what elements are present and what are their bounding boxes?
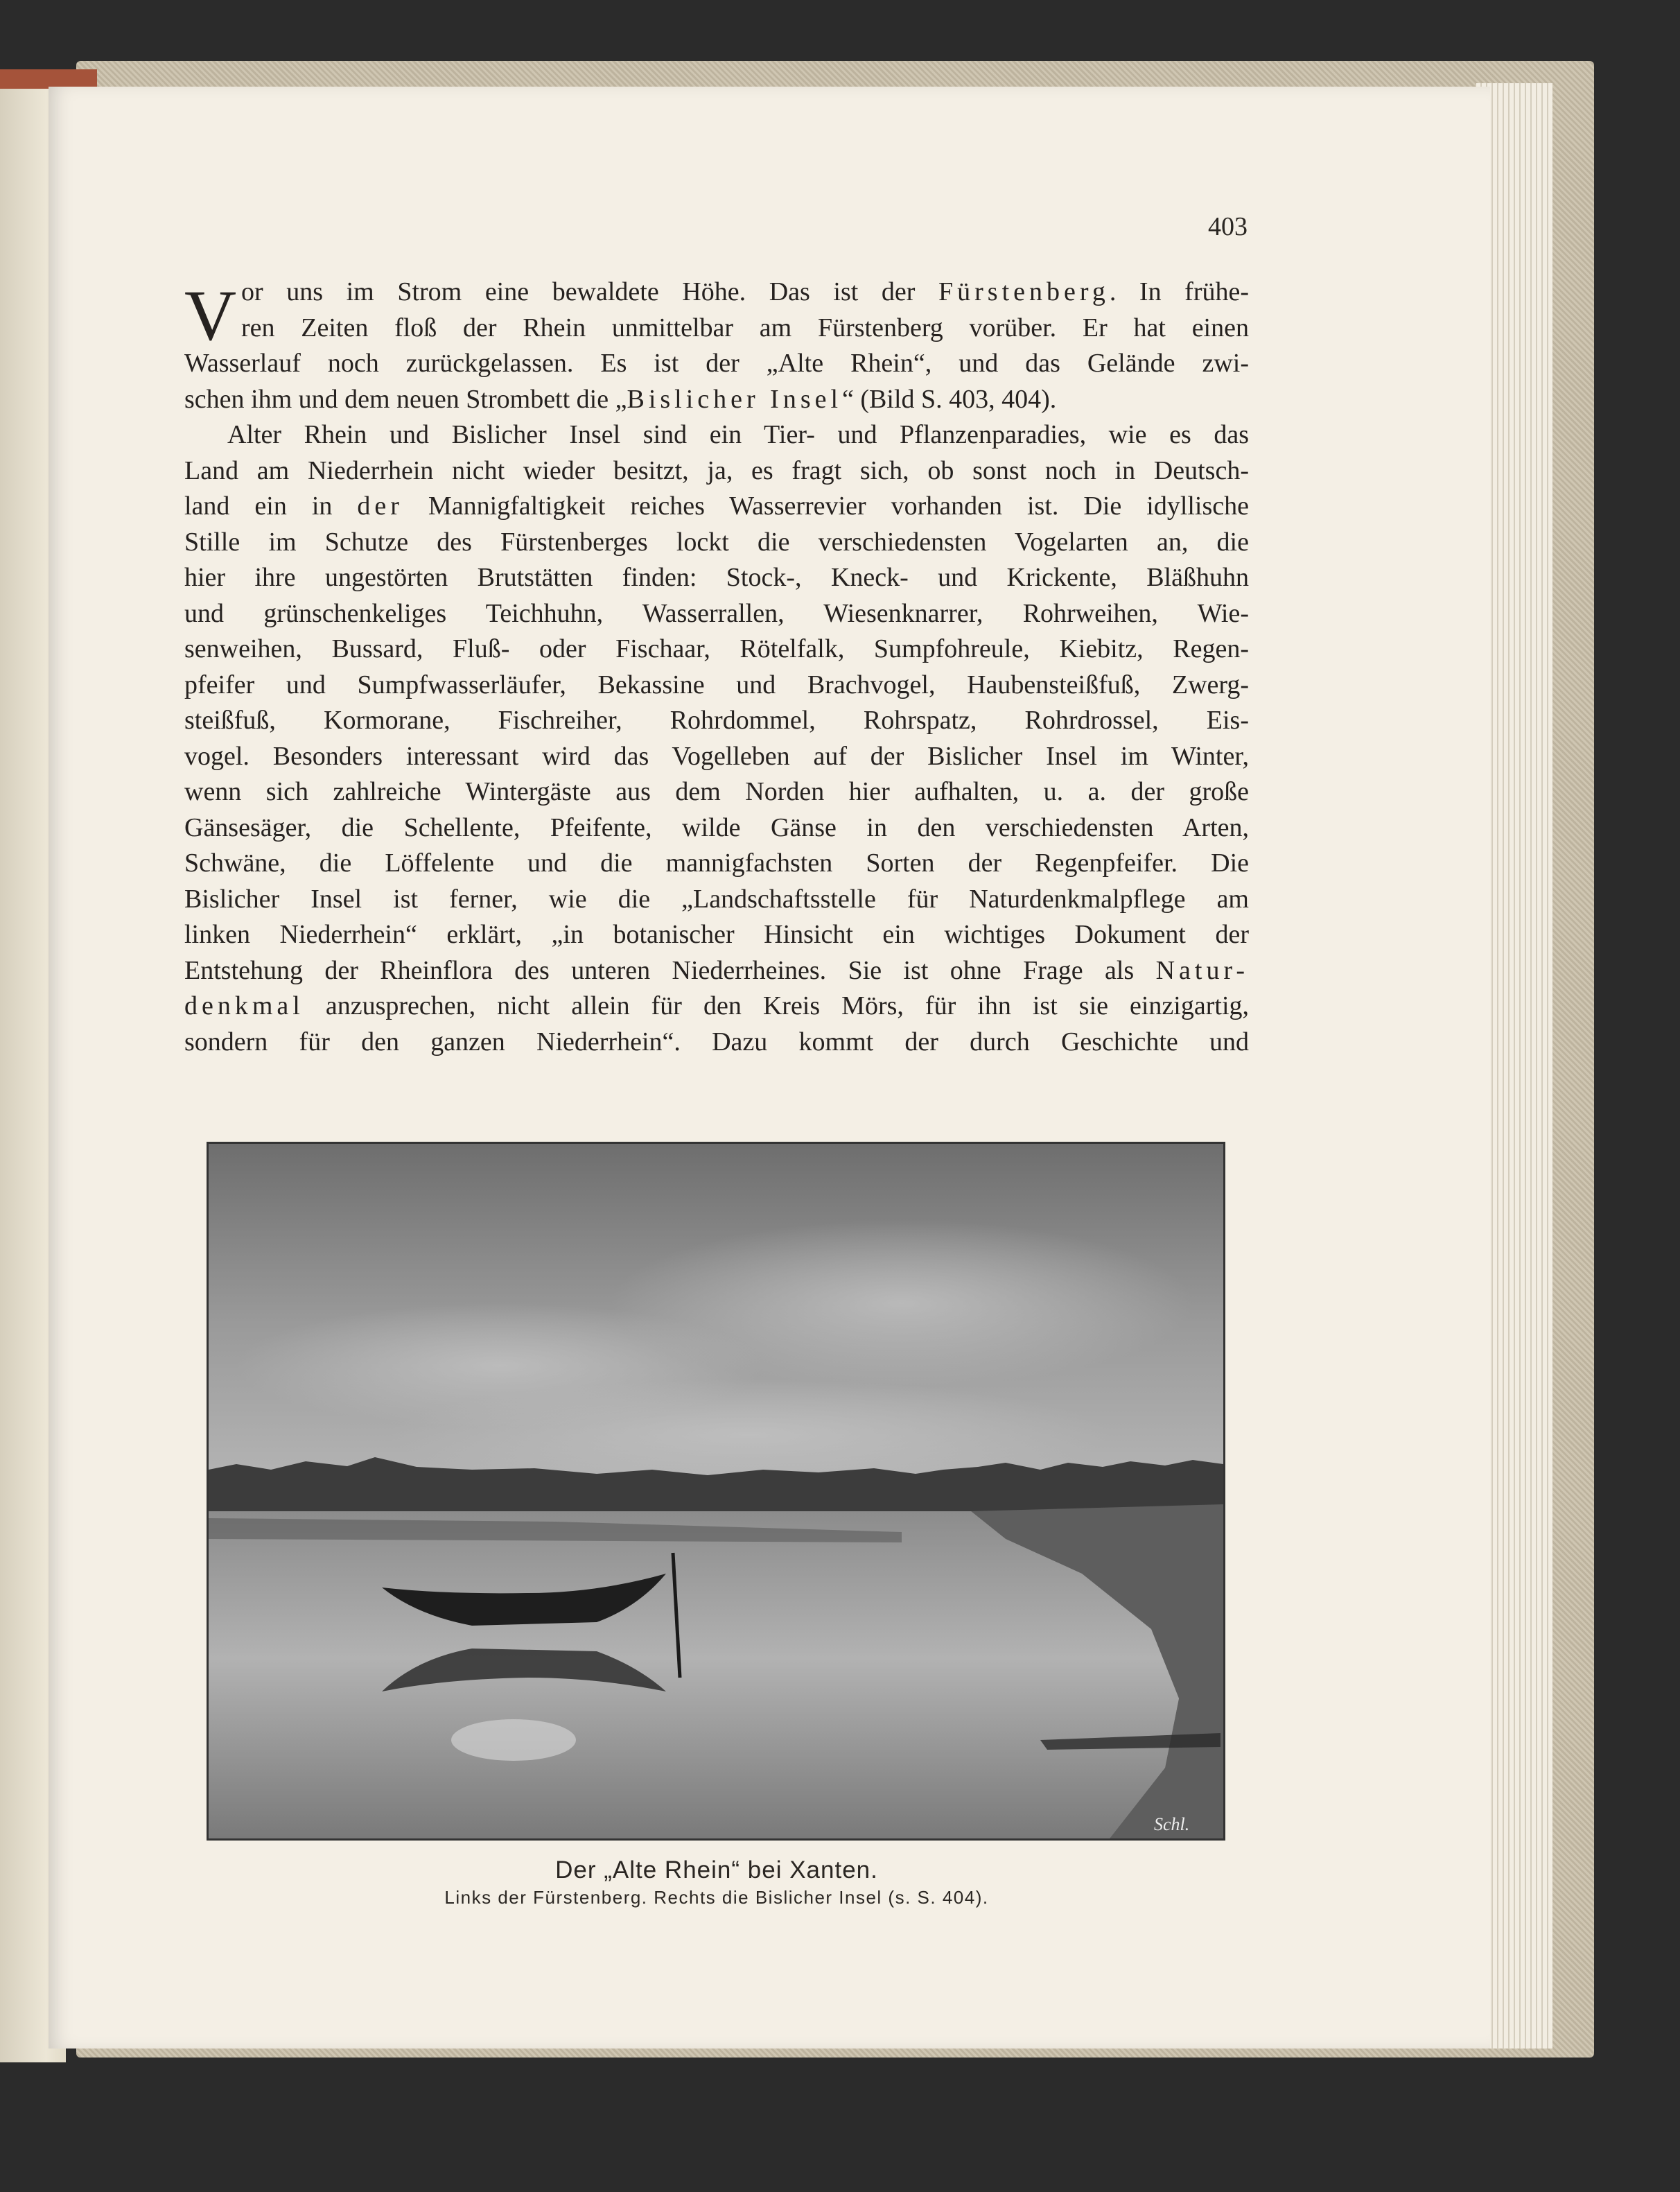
text-line [184, 632, 1249, 668]
text-run: Stille im Schutze des Fürstenberges lockt die verschiedensten Vogelarten an, die [184, 527, 1249, 557]
text-run: Wasserlauf noch zurückgelassen. Es ist der „Alte Rhein“, und das Gelände zwi- [184, 349, 1249, 378]
text-run: sondern für den ganzen Niederrhein“. Dazu kommt der durch Geschichte und [184, 1027, 1249, 1056]
figure-caption [208, 1856, 1225, 1908]
text-line [184, 560, 1249, 596]
text-run: Bislicher Insel ist ferner, wie die „Landschaftsstelle für Naturdenkmalpflege am [184, 884, 1249, 914]
text-line [184, 311, 1249, 347]
text-run: pfeifer und Sumpfwasserläufer, Bekassine und Brachvogel, Haubensteißfuß, Zwerg- [184, 670, 1249, 699]
spaced-emphasis: der [357, 492, 403, 521]
text-run: Schwäne, die Löffelente und die mannigfachsten Sorten der Regenpfeifer. Die [184, 849, 1249, 878]
text-run: or uns im Strom eine bewaldete Höhe. Das ist der [241, 277, 938, 306]
text-run: wenn sich zahlreiche Wintergäste aus dem Norden hier aufhalten, u. a. der große [184, 777, 1249, 806]
text-run: Land am Niederrhein nicht wieder besitzt, ja, es fragt sich, ob sonst noch in Deutsch- [184, 455, 1249, 485]
text-run: Mannigfaltigkeit reiches Wasserrevier vorhanden ist. Die idyllische [403, 492, 1250, 521]
caption-subtitle: Links der Fürstenberg. Rechts die Bislicher Insel (s. S. 404). [444, 1887, 989, 1908]
text-run: Entstehung der Rheinflora des unteren Niederrheines. Sie ist ohne Frage als [184, 955, 1156, 985]
page-number: 403 [1208, 212, 1248, 241]
text-line [184, 846, 1249, 882]
caption-title: Der „Alte Rhein“ bei Xanten. [555, 1856, 878, 1884]
text-line [184, 810, 1249, 846]
text-line [184, 917, 1249, 953]
drop-cap: V [184, 276, 237, 356]
text-run: Alter Rhein und Bislicher Insel sind ein Tier- und Pflanzenparadies, wie es das [227, 420, 1249, 449]
text-line [184, 703, 1249, 739]
text-line [184, 668, 1249, 704]
text-run: und grünschenkeliges Teichhuhn, Wasserrallen, Wiesenknarrer, Rohrweihen, Wie- [184, 598, 1249, 628]
text-run: schen ihm und dem neuen Strombett die „ [184, 384, 627, 414]
text-run: steißfuß, Kormorane, Fischreiher, Rohrdommel, Rohrspatz, Rohrdrossel, Eis- [184, 706, 1249, 735]
spaced-emphasis: Natur- [1155, 955, 1249, 985]
text-line [184, 489, 1249, 525]
text-run: anzusprechen, nicht allein für den Kreis Mörs, für ihn ist sie einzigartig, [304, 991, 1249, 1020]
text-line [184, 1025, 1249, 1061]
text-run: Gänsesäger, die Schellente, Pfeifente, wilde Gänse in den verschiedensten Arten, [184, 812, 1249, 842]
text-line [184, 596, 1249, 632]
spaced-emphasis: Bislicher Insel [627, 384, 843, 414]
photo-signature: Schl. [1154, 1814, 1190, 1834]
text-line [184, 417, 1249, 453]
text-run: “ (Bild S. 403, 404). [842, 384, 1057, 414]
spaced-emphasis: Fürstenberg [938, 277, 1110, 306]
spaced-emphasis: denkmal [184, 991, 304, 1020]
text-run: vogel. Besonders interessant wird das Vogelleben auf der Bislicher Insel im Winter, [184, 741, 1249, 771]
text-run: senweihen, Bussard, Fluß- oder Fischaar, Rötelfalk, Sumpfohreule, Kiebitz, Regen- [184, 634, 1249, 663]
left-binding-strip [0, 69, 97, 89]
body-text [184, 275, 1249, 1060]
text-run: land ein in [184, 492, 358, 521]
text-line [184, 882, 1249, 918]
text-line [184, 453, 1249, 489]
photograph-alte-rhein [207, 1142, 1225, 1841]
text-line [184, 739, 1249, 775]
river-water [209, 1511, 1179, 1838]
text-line [184, 346, 1249, 382]
text-line [184, 774, 1249, 810]
text-line [184, 382, 1249, 418]
text-run: ren Zeiten floß der Rhein unmittelbar am Fürstenberg vorüber. Er hat einen [241, 313, 1249, 342]
text-run: linken Niederrhein“ erklärt, „in botanischer Hinsicht ein wichtiges Dokument der [184, 920, 1249, 949]
text-line [184, 525, 1249, 561]
text-run: . In frühe- [1109, 277, 1250, 306]
text-line [184, 989, 1249, 1025]
text-run: hier ihre ungestörten Brutstätten finden: Stock-, Kneck- und Krickente, Bläßhuhn [184, 563, 1249, 592]
text-line [184, 953, 1249, 989]
